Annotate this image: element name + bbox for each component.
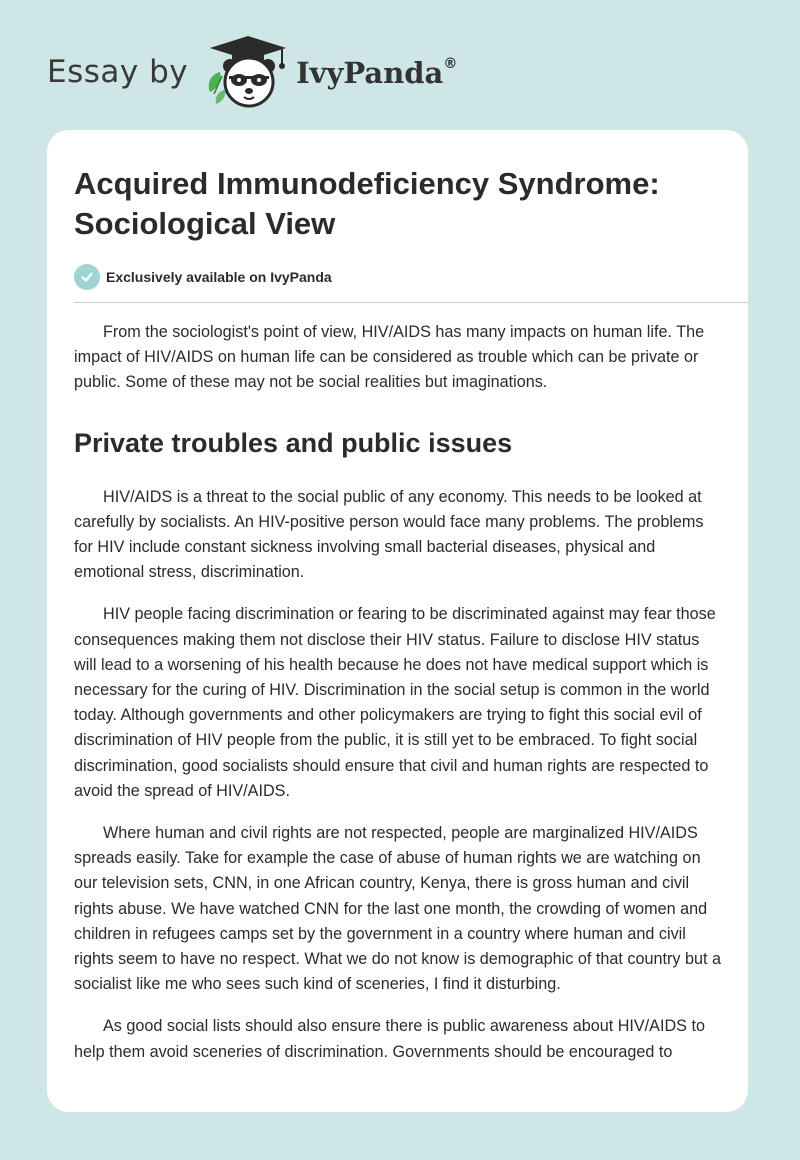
article-card: [47, 130, 748, 1112]
body-paragraph: HIV/AIDS is a threat to the social public of any economy. This needs to be looked at carefully by socialists. An HIV-positive person would face many problems. The problems for HIV include constant sickness involving small bacterial diseases, physical and emotional stress, discrimination.: [74, 487, 704, 582]
article-title: Acquired Immunodeficiency Syndrome: Sociological View: [74, 166, 660, 241]
leaf-icon: [209, 72, 226, 104]
exclusive-label: Exclusively available on IvyPanda: [106, 269, 332, 285]
body-paragraph: HIV people facing discrimination or fearing to be discriminated against may fear those consequences making them not disclose their HIV status. Failure to disclose HIV status will lead to a worsening of his health because he does not have medical support which is necessary for the curing of HIV. Discrimination in the social setup is common in the world today. Although governments and other policymakers are trying to fight this social evil of discrimination of HIV people from the public, it is still yet to be embraced. To fight social discrimination, good socialists should ensure that civil and human rights are respected to avoid the spread of HIV/AIDS.: [74, 605, 716, 800]
brand-name[interactable]: [296, 56, 457, 90]
site-header: [47, 32, 457, 112]
check-icon: [74, 264, 100, 290]
body-paragraph: Where human and civil rights are not respected, people are marginalized HIV/AIDS spreads easily. Take for example the case of abuse of human rights we are watching on our television sets, CNN, in one African country, Kenya, there is gross human and civil rights abuse. We have watched CNN for the last one month, the crowding of women and children in refugees camps set by the government in a country where human and civil rights seem to have no respect. What we do not know is demographic of that country but a socialist like me who sees such kind of sceneries, I find it disturbing.: [74, 824, 721, 994]
body-paragraph: As good social lists should also ensure there is public awareness about HIV/AIDS to help them avoid sceneries of discrimination. Governments should be encouraged to: [74, 1017, 705, 1061]
article-content: [74, 164, 724, 1065]
section-heading: Private troubles and public issues: [74, 427, 513, 458]
intro-paragraph: From the sociologist's point of view, HIV/AIDS has many impacts on human life. The impact of HIV/AIDS on human life can be considered as trouble which can be private or public. Some of these may not be social realities but imaginations.: [74, 323, 705, 392]
essay-by-label: Essay by: [47, 54, 189, 90]
exclusive-badge: [74, 264, 724, 290]
registered-mark: ®: [443, 56, 458, 73]
divider: [74, 302, 748, 303]
panda-logo-icon[interactable]: [204, 34, 294, 110]
brand-text: IvyPanda: [296, 56, 444, 90]
